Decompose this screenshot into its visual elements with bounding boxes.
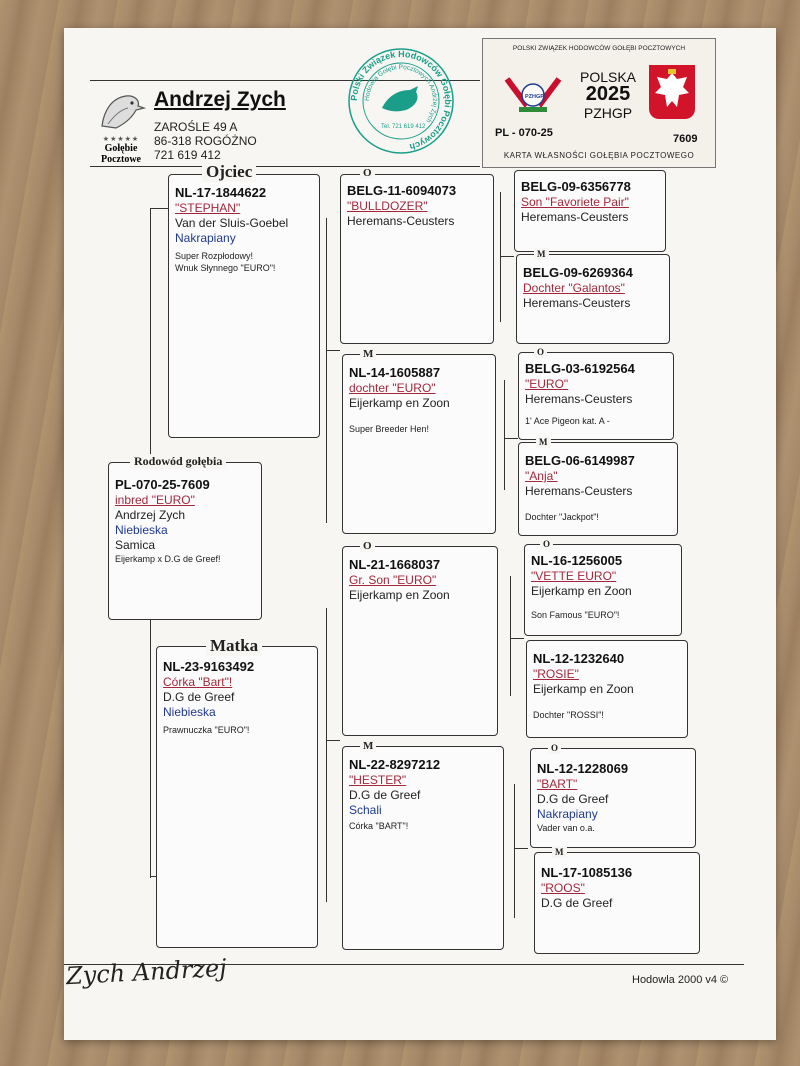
mmm-sex-tag: M bbox=[552, 846, 567, 858]
fm-sex-tag: M bbox=[360, 348, 376, 360]
connector bbox=[150, 208, 168, 209]
fmm-sex-tag: M bbox=[536, 436, 551, 448]
ggp-mmf-card[interactable] bbox=[530, 748, 696, 848]
card-header: POLSKI ZWIĄZEK HODOWCÓW GOŁĘBI POCZTOWYCH bbox=[512, 45, 686, 52]
pedigree-sheet bbox=[64, 28, 776, 1040]
card-year: 2025 bbox=[585, 83, 631, 105]
connector bbox=[514, 784, 515, 918]
fmm-name: "Anja" bbox=[525, 469, 558, 483]
mmf-name: "BART" bbox=[537, 777, 578, 791]
mfm-ring: NL-12-1232640 bbox=[533, 651, 625, 666]
mm-color: Schali bbox=[349, 803, 382, 817]
ggp-mff-card[interactable] bbox=[524, 544, 682, 636]
card-ring: PL - 070-25 bbox=[495, 127, 553, 139]
connector bbox=[514, 848, 528, 849]
fmf-name: "EURO" bbox=[525, 377, 569, 391]
mm-note: Córka "BART"! bbox=[349, 821, 409, 831]
connector bbox=[510, 576, 511, 696]
mf-sex-tag: O bbox=[360, 540, 375, 552]
software-credit: Hodowla 2000 v4 © bbox=[632, 974, 729, 986]
pigeon-logo bbox=[94, 92, 148, 165]
mmf-ring: NL-12-1228069 bbox=[537, 761, 629, 776]
mm-ring: NL-22-8297212 bbox=[349, 757, 441, 772]
grandmother-paternal-card[interactable] bbox=[342, 354, 496, 534]
signature: Zych Andrzej bbox=[65, 953, 228, 991]
mfm-note: Dochter "ROSSI"! bbox=[533, 710, 604, 720]
fm-breeder: Eijerkamp en Zoon bbox=[349, 396, 450, 410]
mff-note: Son Famous "EURO"! bbox=[531, 610, 620, 620]
connector bbox=[150, 208, 151, 462]
father-color: Nakrapiany bbox=[175, 231, 236, 245]
ffm-name: Dochter "Galantos" bbox=[523, 281, 625, 295]
ggp-mfm-card[interactable] bbox=[526, 640, 688, 738]
father-ring: NL-17-1844622 bbox=[175, 185, 267, 200]
father-name: "STEPHAN" bbox=[175, 201, 241, 215]
ffm-sex-tag: M bbox=[534, 248, 549, 260]
mff-breeder: Eijerkamp en Zoon bbox=[531, 584, 632, 598]
mm-breeder: D.G de Greef bbox=[349, 788, 421, 802]
svg-text:PZHGP: PZHGP bbox=[525, 94, 544, 100]
fff-name: Son "Favoriete Pair" bbox=[521, 195, 629, 209]
connector bbox=[326, 740, 340, 741]
mother-heading: Matka bbox=[206, 636, 262, 656]
polish-eagle-emblem bbox=[649, 65, 695, 119]
grandmother-maternal-card[interactable] bbox=[342, 746, 504, 950]
logo-text-1: Gołębie bbox=[104, 143, 138, 154]
connector bbox=[326, 350, 340, 351]
subject-color: Niebieska bbox=[115, 523, 168, 537]
father-heading: Ojciec bbox=[202, 162, 256, 182]
mmm-ring: NL-17-1085136 bbox=[541, 865, 633, 880]
mother-ring: NL-23-9163492 bbox=[163, 659, 255, 674]
ggp-mmm-card[interactable] bbox=[534, 852, 700, 954]
fff-ring: BELG-09-6356778 bbox=[521, 179, 631, 194]
stars-icon: ★★★★★ bbox=[102, 136, 140, 143]
card-number: 7609 bbox=[673, 133, 698, 145]
stamp-inner-text: Hodowla Gołębi Pocztowych Andrzej Zych bbox=[363, 63, 439, 125]
pzhgp-badge-icon bbox=[503, 71, 563, 115]
logo-text-2: Pocztowe bbox=[101, 154, 141, 165]
header-rule-bottom bbox=[90, 166, 480, 167]
ff-sex-tag: O bbox=[360, 167, 375, 179]
ggp-fmm-card[interactable] bbox=[518, 442, 678, 536]
mother-note: Prawnuczka "EURO"! bbox=[163, 725, 250, 735]
stamp-pigeon-icon bbox=[382, 86, 418, 111]
mother-breeder: D.G de Greef bbox=[163, 690, 235, 704]
subject-name: inbred "EURO" bbox=[115, 493, 195, 507]
connector bbox=[326, 218, 327, 523]
connector bbox=[500, 256, 514, 257]
stamp-phone: Tel. 721 619 412 bbox=[381, 124, 426, 130]
ff-name: "BULLDOZER" bbox=[347, 199, 428, 213]
ff-ring: BELG-11-6094073 bbox=[347, 183, 457, 198]
card-footer: KARTA WŁASNOŚCI GOŁĘBIA POCZTOWEGO bbox=[503, 151, 695, 160]
fmf-sex-tag: O bbox=[534, 346, 547, 358]
ffm-ring: BELG-09-6269364 bbox=[523, 265, 633, 280]
ggp-fff-card[interactable] bbox=[514, 170, 666, 252]
stamp-outer-text: Polski Związek Hodowców Gołębi Pocztowych bbox=[348, 48, 454, 153]
fff-breeder: Heremans-Ceusters bbox=[521, 210, 629, 224]
owner-phone: 721 619 412 bbox=[154, 148, 221, 162]
fmm-ring: BELG-06-6149987 bbox=[525, 453, 635, 468]
fm-ring: NL-14-1605887 bbox=[349, 365, 441, 380]
mmm-breeder: D.G de Greef bbox=[541, 896, 613, 910]
mother-card[interactable] bbox=[156, 646, 318, 948]
mmf-note: Vader van o.a. bbox=[537, 823, 595, 833]
pedigree-heading: Rodowód gołębia bbox=[130, 454, 226, 469]
father-note-1: Super Rozpłodowy! bbox=[175, 251, 254, 261]
mf-breeder: Eijerkamp en Zoon bbox=[349, 588, 450, 602]
subject-sex: Samica bbox=[115, 538, 156, 552]
fm-note: Super Breeder Hen! bbox=[349, 424, 430, 434]
connector bbox=[150, 608, 151, 878]
mmf-sex-tag: O bbox=[548, 742, 561, 754]
pigeon-head-icon bbox=[94, 92, 148, 132]
ownership-card bbox=[482, 38, 716, 168]
connector bbox=[504, 438, 518, 439]
ggp-ffm-card[interactable] bbox=[516, 254, 670, 344]
mff-name: "VETTE EURO" bbox=[531, 569, 617, 583]
mmm-name: "ROOS" bbox=[541, 881, 585, 895]
connector bbox=[510, 638, 524, 639]
grandfather-maternal-card[interactable] bbox=[342, 546, 498, 736]
fmf-ring: BELG-03-6192564 bbox=[525, 361, 635, 376]
mfm-name: "ROSIE" bbox=[533, 667, 579, 681]
father-note-2: Wnuk Słynnego "EURO"! bbox=[175, 263, 276, 273]
mother-color: Niebieska bbox=[163, 705, 216, 719]
mff-ring: NL-16-1256005 bbox=[531, 553, 623, 568]
mother-name: Córka "Bart"! bbox=[163, 675, 233, 689]
connector bbox=[504, 380, 505, 490]
card-country: POLSKA bbox=[579, 69, 637, 85]
round-stamp bbox=[346, 46, 456, 156]
ffm-breeder: Heremans-Ceusters bbox=[523, 296, 631, 310]
fmm-note: Dochter "Jackpot"! bbox=[525, 512, 599, 522]
mf-ring: NL-21-1668037 bbox=[349, 557, 441, 572]
owner-address-2: 86-318 ROGÓŻNO bbox=[154, 134, 257, 148]
grandfather-paternal-card[interactable] bbox=[340, 174, 494, 344]
subject-card[interactable] bbox=[108, 462, 262, 620]
mff-sex-tag: O bbox=[540, 538, 553, 550]
mmf-color: Nakrapiany bbox=[537, 807, 598, 821]
subject-breeder: Andrzej Zych bbox=[115, 508, 186, 522]
fmf-breeder: Heremans-Ceusters bbox=[525, 392, 633, 406]
owner-address-1: ZAROŚLE 49 A bbox=[154, 120, 238, 134]
mmf-breeder: D.G de Greef bbox=[537, 792, 609, 806]
subject-ring: PL-070-25-7609 bbox=[115, 477, 210, 492]
owner-name: Andrzej Zych bbox=[154, 88, 286, 111]
fmf-note: 1' Ace Pigeon kat. A - bbox=[525, 416, 610, 426]
ggp-fmf-card[interactable] bbox=[518, 352, 674, 440]
father-card[interactable] bbox=[168, 174, 320, 438]
fmm-breeder: Heremans-Ceusters bbox=[525, 484, 633, 498]
mm-sex-tag: M bbox=[360, 740, 376, 752]
mfm-breeder: Eijerkamp en Zoon bbox=[533, 682, 634, 696]
mf-name: Gr. Son "EURO" bbox=[349, 573, 437, 587]
ff-breeder: Heremans-Ceusters bbox=[347, 214, 455, 228]
card-org: PZHGP bbox=[583, 105, 633, 121]
subject-note: Eijerkamp x D.G de Greef! bbox=[115, 554, 221, 564]
mm-name: "HESTER" bbox=[349, 773, 407, 787]
fm-name: dochter "EURO" bbox=[349, 381, 436, 395]
connector bbox=[326, 608, 327, 902]
father-breeder: Van der Sluis-Goebel bbox=[175, 216, 289, 230]
